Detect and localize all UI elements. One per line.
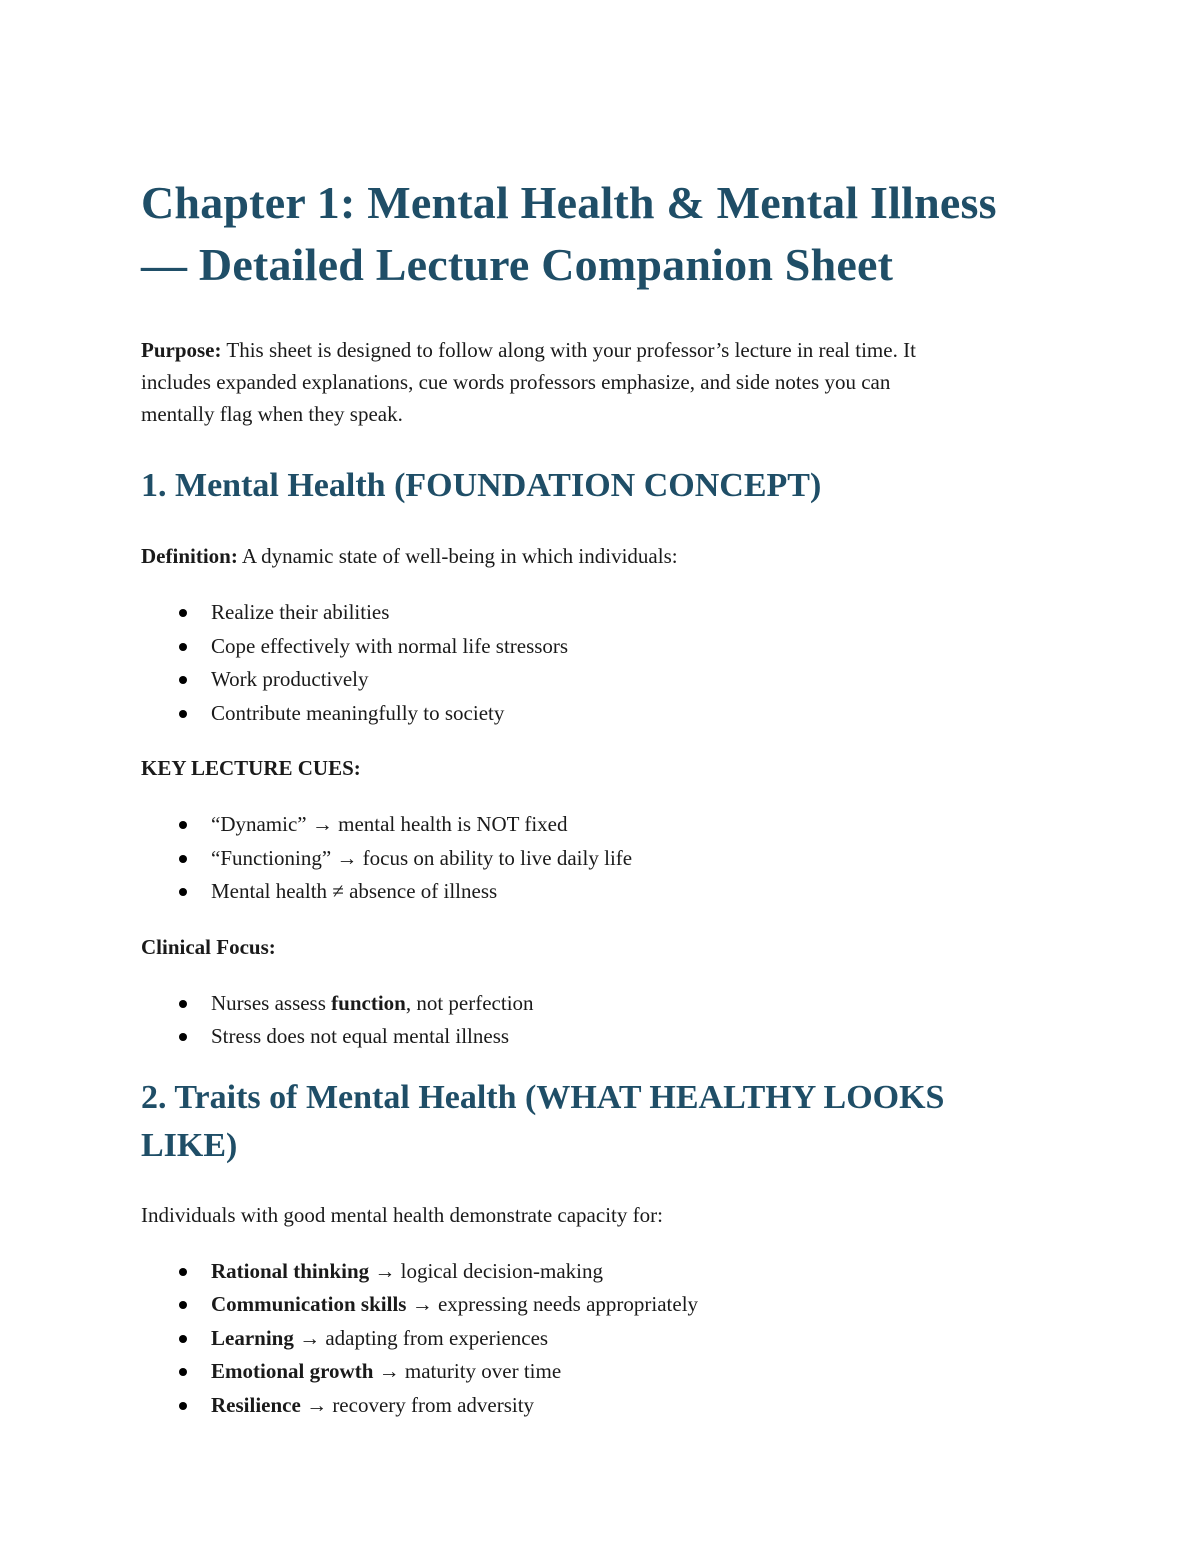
section-2-heading-line-1: 2. Traits of Mental Health (WHAT HEALTHY LOOKS (141, 1078, 945, 1116)
key-lecture-cues-label: KEY LECTURE CUES: (141, 756, 361, 780)
list-item: Realize their abilities (141, 596, 1041, 630)
list-item: Cope effectively with normal life stressors (141, 630, 1041, 664)
purpose-text-line-3: mentally flag when they speak. (141, 402, 403, 426)
purpose-paragraph (141, 334, 1041, 430)
list-item: Rational thinking → logical decision-making (141, 1255, 1041, 1289)
bullet-icon (179, 1268, 187, 1276)
bullet-icon (179, 1368, 187, 1376)
bullet-icon (179, 710, 187, 718)
clinical-focus-label: Clinical Focus: (141, 934, 276, 959)
traits-intro: Individuals with good mental health demonstrate capacity for: (141, 1202, 663, 1227)
list-item: “Functioning” → focus on ability to live daily life (141, 842, 1041, 876)
bullet-icon (179, 888, 187, 896)
traits-list (141, 1255, 1041, 1423)
list-item: Mental health ≠ absence of illness (141, 875, 1041, 909)
section-1-heading: 1. Mental Health (FOUNDATION CONCEPT) (141, 467, 822, 504)
bullet-icon (179, 1335, 187, 1343)
bullet-icon (179, 643, 187, 651)
purpose-text-line-1: This sheet is designed to follow along with your professor’s lecture in real time. It (226, 338, 916, 362)
clinical-focus-list (141, 987, 1041, 1054)
page-title (141, 172, 1041, 296)
bullet-icon (179, 1033, 187, 1041)
title-line-2: — Detailed Lecture Companion Sheet (141, 239, 894, 290)
definition-label: Definition: (141, 544, 238, 568)
list-item: Learning → adapting from experiences (141, 1322, 1041, 1356)
list-item: Communication skills → expressing needs appropriately (141, 1288, 1041, 1322)
definition-paragraph (141, 540, 1041, 572)
list-item: Nurses assess function, not perfection (141, 987, 1041, 1021)
document-page (141, 172, 1041, 1422)
list-item: Stress does not equal mental illness (141, 1020, 1041, 1054)
bullet-icon (179, 1301, 187, 1309)
bullet-icon (179, 821, 187, 829)
section-2-heading-line-2: LIKE) (141, 1126, 238, 1164)
lecture-cues-list (141, 808, 1041, 909)
list-item: Contribute meaningfully to society (141, 697, 1041, 731)
list-item: Work productively (141, 663, 1041, 697)
purpose-label: Purpose: (141, 338, 222, 362)
section-2-heading (141, 1074, 1041, 1170)
list-item: Resilience → recovery from adversity (141, 1389, 1041, 1423)
definition-list (141, 596, 1041, 730)
bullet-icon (179, 1402, 187, 1410)
list-item: “Dynamic” → mental health is NOT fixed (141, 808, 1041, 842)
list-item: Emotional growth → maturity over time (141, 1355, 1041, 1389)
definition-text: A dynamic state of well-being in which individuals: (241, 544, 678, 568)
purpose-text-line-2: includes expanded explanations, cue words professors emphasize, and side notes you can (141, 370, 891, 394)
bullet-icon (179, 676, 187, 684)
bullet-icon (179, 609, 187, 617)
bullet-icon (179, 1000, 187, 1008)
bullet-icon (179, 855, 187, 863)
title-line-1: Chapter 1: Mental Health & Mental Illness (141, 177, 997, 228)
